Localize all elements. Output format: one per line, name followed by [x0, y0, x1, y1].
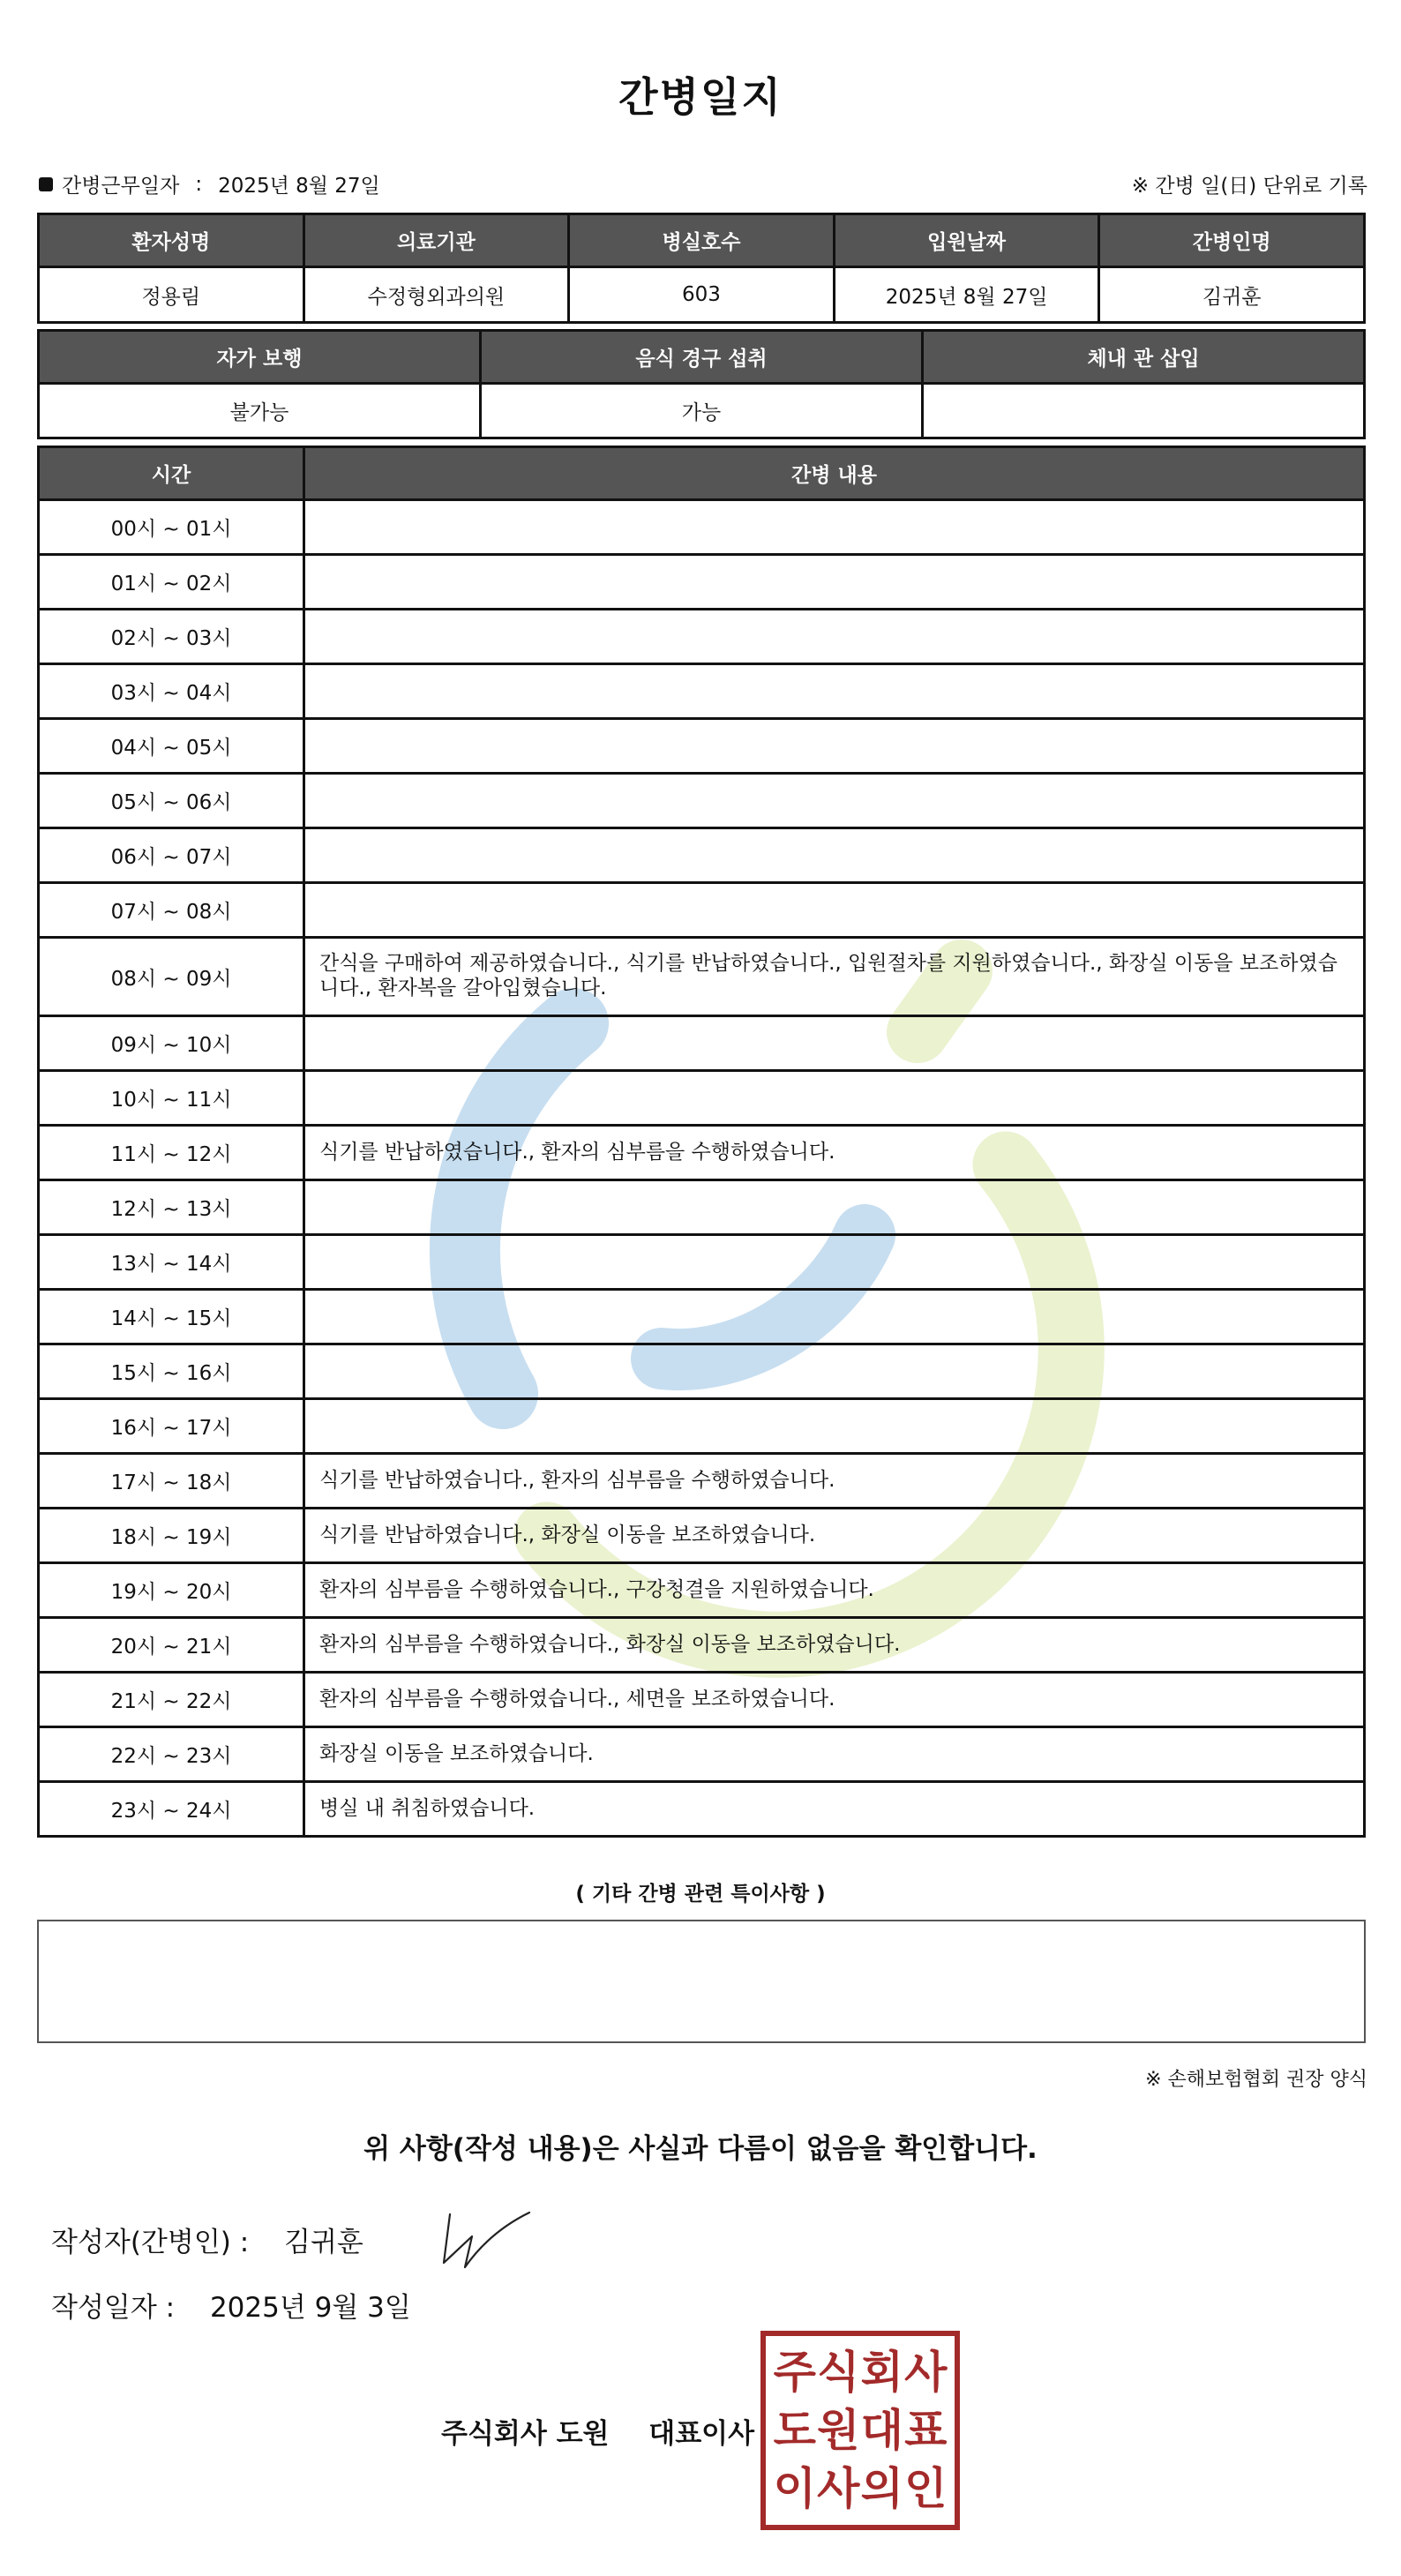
hospital-name: 수정형외과의원	[303, 267, 569, 323]
log-time: 20시 ~ 21시	[39, 1618, 304, 1673]
seal-character: 의	[860, 2462, 903, 2514]
log-note	[304, 1290, 1365, 1344]
table-row	[39, 774, 1365, 828]
table-row	[39, 1782, 1365, 1837]
table-row	[39, 1344, 1365, 1399]
table-row	[39, 664, 1365, 719]
recommend-note: ※ 손해보험협회 권장 양식	[1145, 2069, 1367, 2091]
company-line	[441, 2411, 754, 2451]
status-header: 음식 경구 섭취	[481, 331, 923, 384]
log-note	[304, 664, 1365, 719]
special-notes-title: ( 기타 간병 관련 특이사항 )	[575, 1883, 826, 1906]
self-walking-value: 불가능	[39, 384, 481, 438]
table-row	[39, 1016, 1365, 1071]
caregiver-name: 김귀훈	[1099, 267, 1365, 323]
seal-character: 사	[817, 2462, 860, 2514]
seal-characters	[773, 2343, 948, 2518]
log-time: 01시 ~ 02시	[39, 555, 304, 610]
table-row	[39, 883, 1365, 938]
seal-character: 표	[904, 2404, 948, 2456]
tube-insertion-value	[923, 384, 1365, 438]
log-note: 환자의 심부름을 수행하였습니다., 세면을 보조하였습니다.	[304, 1673, 1365, 1727]
log-time: 07시 ~ 08시	[39, 883, 304, 938]
log-time: 03시 ~ 04시	[39, 664, 304, 719]
log-time: 12시 ~ 13시	[39, 1180, 304, 1235]
log-time: 22시 ~ 23시	[39, 1727, 304, 1782]
seal-character: 인	[904, 2462, 948, 2514]
care-log-body	[39, 500, 1365, 1837]
writer-label: 작성자(간병인) :	[51, 2227, 250, 2258]
log-time: 18시 ~ 19시	[39, 1509, 304, 1563]
written-date-value: 2025년 9월 3일	[209, 2292, 411, 2324]
log-time: 16시 ~ 17시	[39, 1399, 304, 1454]
time-header: 시간	[39, 447, 304, 500]
seal-character: 대	[860, 2404, 903, 2456]
seal-character: 도	[773, 2404, 816, 2456]
document-title: 간병일지	[618, 73, 783, 121]
log-note: 식기를 반납하였습니다., 환자의 심부름을 수행하였습니다.	[304, 1126, 1365, 1180]
written-date-label: 작성일자 :	[51, 2292, 176, 2324]
patient-name: 정용림	[39, 267, 304, 323]
log-note	[304, 1180, 1365, 1235]
log-time: 04시 ~ 05시	[39, 719, 304, 774]
table-row	[39, 828, 1365, 883]
seal-character: 이	[773, 2462, 816, 2514]
log-note	[304, 774, 1365, 828]
log-time: 05시 ~ 06시	[39, 774, 304, 828]
log-note: 환자의 심부름을 수행하였습니다., 구강청결을 지원하였습니다.	[304, 1563, 1365, 1618]
log-note	[304, 1399, 1365, 1454]
log-note	[304, 828, 1365, 883]
oral-intake-value: 가능	[481, 384, 923, 438]
table-row	[39, 1399, 1365, 1454]
table-row	[39, 1618, 1365, 1673]
table-row	[39, 1673, 1365, 1727]
table-row	[39, 1290, 1365, 1344]
special-notes-box	[37, 1920, 1366, 2043]
log-time: 00시 ~ 01시	[39, 500, 304, 555]
info-header: 병실호수	[569, 214, 835, 267]
log-note: 식기를 반납하였습니다., 화장실 이동을 보조하였습니다.	[304, 1509, 1365, 1563]
work-date-value: 2025년 8월 27일	[218, 175, 380, 198]
company-role: 대표이사	[648, 2418, 755, 2450]
log-note	[304, 883, 1365, 938]
info-header: 간병인명	[1099, 214, 1365, 267]
log-time: 06시 ~ 07시	[39, 828, 304, 883]
log-note	[304, 610, 1365, 664]
table-row	[39, 719, 1365, 774]
admission-date: 2025년 8월 27일	[834, 267, 1099, 323]
log-time: 14시 ~ 15시	[39, 1290, 304, 1344]
unit-note: ※ 간병 일(日) 단위로 기록	[1131, 175, 1367, 198]
company-name: 주식회사 도원	[441, 2418, 610, 2450]
info-header: 환자성명	[39, 214, 304, 267]
seal-character: 사	[904, 2346, 948, 2398]
log-note: 식기를 반납하였습니다., 환자의 심부름을 수행하였습니다.	[304, 1454, 1365, 1509]
signature-image	[437, 2205, 534, 2276]
table-row	[39, 1071, 1365, 1126]
table-row	[39, 1563, 1365, 1618]
room-number: 603	[569, 267, 835, 323]
log-note	[304, 1071, 1365, 1126]
table-row	[39, 1727, 1365, 1782]
care-log-table	[37, 446, 1366, 1838]
confirm-statement: 위 사항(작성 내용)은 사실과 다름이 없음을 확인합니다.	[363, 2133, 1038, 2165]
info-header: 의료기관	[303, 214, 569, 267]
work-date-separator: :	[195, 172, 203, 196]
log-note	[304, 1235, 1365, 1290]
content-header: 간병 내용	[304, 447, 1365, 500]
table-row	[39, 1235, 1365, 1290]
table-row	[39, 1180, 1365, 1235]
log-note	[304, 500, 1365, 555]
log-time: 10시 ~ 11시	[39, 1071, 304, 1126]
patient-info-table	[37, 213, 1366, 324]
bullet-square-icon	[39, 177, 53, 191]
log-note	[304, 1344, 1365, 1399]
table-row	[39, 1509, 1365, 1563]
log-time: 08시 ~ 09시	[39, 938, 304, 1016]
table-row	[39, 1126, 1365, 1180]
table-row	[39, 938, 1365, 1016]
log-time: 09시 ~ 10시	[39, 1016, 304, 1071]
log-note: 환자의 심부름을 수행하였습니다., 화장실 이동을 보조하였습니다.	[304, 1618, 1365, 1673]
seal-character: 원	[817, 2404, 860, 2456]
table-row	[39, 500, 1365, 555]
log-time: 11시 ~ 12시	[39, 1126, 304, 1180]
status-header: 체내 관 삽입	[923, 331, 1365, 384]
table-row	[39, 610, 1365, 664]
log-note: 병실 내 취침하였습니다.	[304, 1782, 1365, 1837]
info-header: 입원날짜	[834, 214, 1099, 267]
log-time: 21시 ~ 22시	[39, 1673, 304, 1727]
patient-status-table	[37, 329, 1366, 439]
status-header: 자가 보행	[39, 331, 481, 384]
log-note: 간식을 구매하여 제공하였습니다., 식기를 반납하였습니다., 입원절차를 지원하였습니다., 화장실 이동을 보조하였습니다., 환자복을 갈아입혔습니다.	[304, 938, 1365, 1016]
written-date-line	[51, 2285, 411, 2325]
seal-character: 주	[773, 2346, 816, 2398]
log-time: 17시 ~ 18시	[39, 1454, 304, 1509]
log-time: 19시 ~ 20시	[39, 1563, 304, 1618]
company-seal-stamp	[760, 2331, 960, 2530]
writer-name: 김귀훈	[284, 2227, 363, 2258]
log-time: 13시 ~ 14시	[39, 1235, 304, 1290]
log-note	[304, 1016, 1365, 1071]
log-time: 15시 ~ 16시	[39, 1344, 304, 1399]
table-row	[39, 1454, 1365, 1509]
log-time: 23시 ~ 24시	[39, 1782, 304, 1837]
log-time: 02시 ~ 03시	[39, 610, 304, 664]
log-note	[304, 555, 1365, 610]
seal-character: 회	[860, 2346, 903, 2398]
log-note	[304, 719, 1365, 774]
log-note: 화장실 이동을 보조하였습니다.	[304, 1727, 1365, 1782]
work-date-label: 간병근무일자	[62, 175, 180, 198]
table-row	[39, 555, 1365, 610]
writer-line	[51, 2220, 363, 2259]
seal-character: 식	[817, 2346, 860, 2398]
work-date-line	[39, 169, 380, 198]
